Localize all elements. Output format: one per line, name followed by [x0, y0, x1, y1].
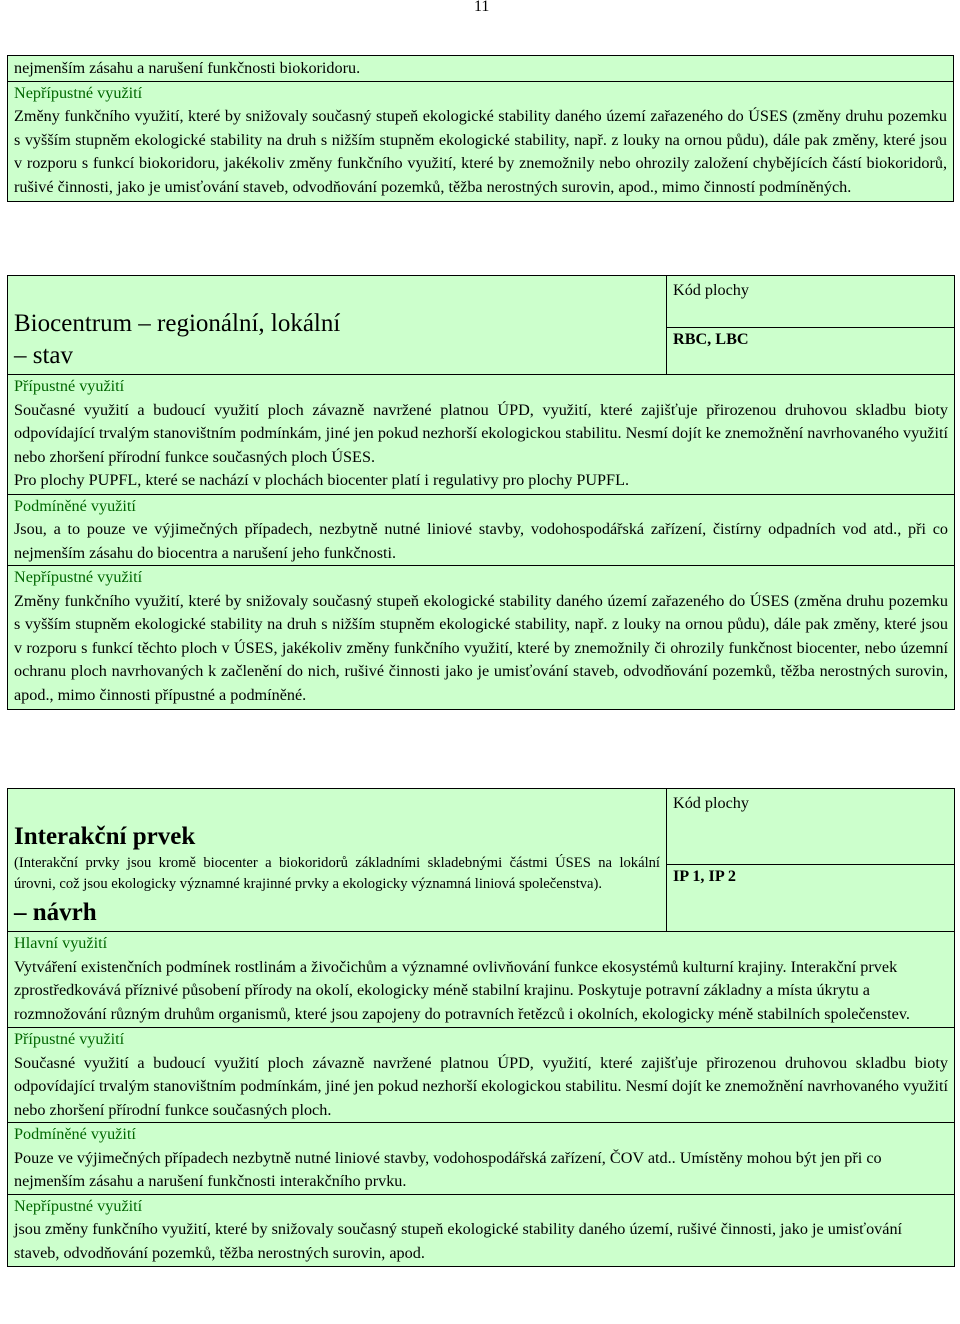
text-nepripustne: Změny funkčního využití, které by snižovaly současný stupeň ekologické stability daného území zařazeného do ÚSES (změny druhu pozemku s vyšším stupněm ekologické stability na druh s nižším stupněm ekologické stability, např. z louky na ornou půdu), dále pak změny, které jsou v rozporu s funkcí biokoridoru, jakékoliv změny funkčního využití, které by znemožnily nebo ohrozily založení chybějících částí biokoridorů, rušivé činnosti, jako je umisťování staveb, odvodňování pozemků, těžba nerostných surovin, apod., mimo činností podmíněných.: [14, 107, 947, 196]
heading-pripustne: Přípustné využití: [14, 1030, 125, 1048]
page-number: 11: [474, 0, 490, 15]
heading-hlavni: Hlavní využití: [14, 934, 108, 952]
text-nepripustne: Změny funkčního využití, které by snižovaly současný stupeň ekologické stability daného území zařazeného do ÚSES (změna druhu pozemku s vyšším stupněm ekologické stability na druh s nižším stupněm ekologické stability, např. z louky na ornou půdu), dále pak změny, které jsou v rozporu s funkcí těchto ploch v ÚSES, jakékoliv změny funkčního využití, které by znemožnily či ohrozily funkčnost biocenter, nebo územní ochranu ploch navrhovaných k začlenění do nich, rušivé činnosti jako je umisťování staveb, odvodňování pozemků, těžba nerostných surovin, apod., mimo činnosti přípustné a podmíněné.: [14, 591, 948, 704]
text-hlavni: Vytváření existenčních podmínek rostlinám a živočichům a významné ovlivňování funkce ekosystémů kulturní krajiny. Interakční prvek zprostředkovává příznivé působení přírody na okolí, ekologicky méně stabilní krajinu. Poskytuje potravní základny a místa úkrytu a rozmnožování různým druhům organismů, které jsou zapojeny do potravních řetězců i okolních, ekologicky méně stabilních společenstev.: [14, 957, 910, 1023]
block-interakcni-prvek: [7, 788, 955, 1267]
ip-title: Interakční prvek: [14, 823, 196, 850]
text-pripustne: Současné využití a budoucí využití ploch závazně navržené platnou ÚPD, využití, které zajišťuje přirozenou druhovou skladbu bioty odpovídající trvalým stanovištním podmínkám, jiné jen pokud nezhorší ekologickou stabilitu. Nesmí dojít ke znemožnění navrhovaného využití nebo zhoršení přírodní funkce současných ploch ÚSES.: [14, 400, 948, 466]
ip-section-nepripustne: [8, 1194, 955, 1267]
biocentrum-title: Biocentrum – regionální, lokální: [14, 310, 341, 337]
ip-code-value: IP 1, IP 2: [667, 864, 955, 931]
block-biokoridor-continuation: [7, 55, 954, 202]
ip-title-note: (Interakční prvky jsou kromě biocenter a biokoridorů základními skladebnými částmi ÚSES na lokální úrovni, což jsou ekologicky významné krajinné prvky a ekologicky významná liniová společenstva).: [14, 855, 660, 892]
text-pupfl: Pro plochy PUPFL, které se nachází v plochách biocenter platí i regulativy pro plochy PUPFL.: [14, 471, 629, 489]
biocentrum-section-podminene: [8, 494, 955, 566]
text-podminene: Pouze ve výjimečných případech nezbytně nutné liniové stavby, vodohospodářská zařízení, ČOV atd.. Umístěny mohou být jen při co nejmenším zásahu a narušení funkčnosti interakčního prvku.: [14, 1148, 882, 1190]
ip-code-label: Kód plochy: [667, 789, 955, 865]
heading-podminene: Podmíněné využití: [14, 1125, 136, 1143]
ip-section-hlavni: [8, 932, 955, 1028]
text-podminene: Jsou, a to pouze ve výjimečných případech, nezbytně nutné liniové stavby, vodohospodářská zařízení, čistírny odpadních vod atd., při co nejmenším zásahu do biocentra a narušení jeho funkčnosti.: [14, 520, 948, 562]
ip-title-navrh: – návrh: [14, 899, 97, 926]
heading-pripustne: Přípustné využití: [14, 377, 125, 395]
heading-nepripustne: Nepřípustné využití: [14, 83, 143, 102]
continuation-text: nejmenším zásahu a narušení funkčnosti biokoridoru.: [8, 56, 954, 82]
ip-section-podminene: [8, 1123, 955, 1195]
biocentrum-title-stav: – stav: [14, 342, 74, 369]
biocentrum-code-value: RBC, LBC: [667, 328, 955, 375]
section-nepripustne: [8, 81, 954, 202]
biocentrum-title-cell: [8, 276, 667, 375]
block-biocentrum: [7, 275, 955, 710]
ip-title-cell: [8, 789, 667, 932]
heading-nepripustne: Nepřípustné využití: [14, 568, 143, 586]
heading-nepripustne: Nepřípustné využití: [14, 1196, 143, 1215]
biocentrum-section-nepripustne: [8, 566, 955, 710]
ip-section-pripustne: [8, 1028, 955, 1123]
biocentrum-section-pripustne: [8, 375, 955, 495]
text-nepripustne: jsou změny funkčního využití, které by snižovaly současný stupeň ekologické stability daného území, rušivé činnosti, jako je umisťování staveb, odvodňování pozemků, těžba nerostných surovin, apod.: [14, 1220, 903, 1262]
biocentrum-code-label: Kód plochy: [667, 276, 955, 328]
heading-podminene: Podmíněné využití: [14, 496, 136, 515]
text-pripustne: Současné využití a budoucí využití ploch závazně navržené platnou ÚPD, využití, které zajišťuje přirozenou druhovou skladbu bioty odpovídající trvalým stanovištním podmínkám, jiné jen pokud nezhorší ekologickou stabilitu. Nesmí dojít ke znemožnění navrhovaného využití nebo zhoršení přírodní funkce současných ploch.: [14, 1053, 948, 1119]
